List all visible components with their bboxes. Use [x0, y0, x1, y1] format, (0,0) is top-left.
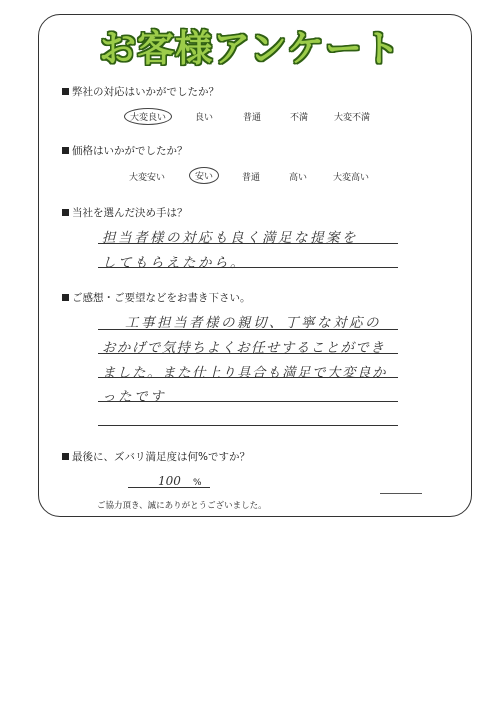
- question-4: [62, 290, 251, 305]
- answer-3-line-1: 担当者様の対応も良く満足な提案を: [102, 230, 358, 246]
- bullet-square-icon: [62, 209, 69, 216]
- answer-4-line-3: ました。また仕上り具合も満足で大変良か: [102, 365, 387, 381]
- answer-line: [98, 267, 398, 268]
- option-expensive[interactable]: 高い: [289, 173, 308, 183]
- answer-line: [98, 425, 398, 426]
- question-1: [62, 84, 219, 99]
- option-very-dissatisfied[interactable]: 大変不満: [334, 113, 371, 123]
- option-cheap[interactable]: 安い: [189, 167, 219, 184]
- bullet-square-icon: [62, 294, 69, 301]
- answer-line: [98, 377, 398, 378]
- option-very-cheap[interactable]: 大変安い: [129, 173, 166, 183]
- question-2: [62, 143, 188, 158]
- bullet-square-icon: [62, 88, 69, 95]
- question-4-label: ご感想・ご要望などをお書き下さい。: [72, 292, 251, 304]
- answer-4-line-1: 工事担当者様の親切、丁寧な対応の: [125, 315, 381, 331]
- answer-line: [98, 353, 398, 354]
- option-very-good[interactable]: 大変良い: [124, 108, 172, 125]
- satisfaction-value: 100: [158, 474, 181, 488]
- bullet-square-icon: [62, 453, 69, 460]
- answer-line: [98, 243, 398, 244]
- option-good[interactable]: 良い: [195, 113, 214, 123]
- thank-you-note: ご協力頂き、誠にありがとうございました。: [97, 501, 267, 511]
- answer-4-line-4: ったです: [102, 389, 166, 405]
- question-1-label: 弊社の対応はいかがでしたか？: [72, 86, 219, 98]
- option-dissatisfied[interactable]: 不満: [290, 113, 309, 123]
- question-5: [62, 449, 250, 464]
- question-3: [62, 205, 188, 220]
- answer-3-line-2: してもらえたから。: [102, 255, 246, 271]
- question-3-label: 当社を選んだ決め手は？: [72, 207, 188, 219]
- answer-line: [98, 401, 398, 402]
- percent-sign: %: [193, 478, 202, 488]
- answer-4-line-2: おかげで気持ちよくお任せすることができ: [102, 340, 386, 356]
- bullet-square-icon: [62, 147, 69, 154]
- option-normal-price[interactable]: 普通: [242, 173, 261, 183]
- divider: [380, 493, 422, 494]
- option-very-expensive[interactable]: 大変高い: [333, 173, 370, 183]
- option-normal[interactable]: 普通: [243, 113, 262, 123]
- answer-line: [98, 329, 398, 330]
- page-title: お客様アンケート: [99, 27, 401, 70]
- question-5-label: 最後に、ズバリ満足度は何%ですか？: [72, 451, 250, 463]
- question-2-label: 価格はいかがでしたか？: [72, 145, 188, 157]
